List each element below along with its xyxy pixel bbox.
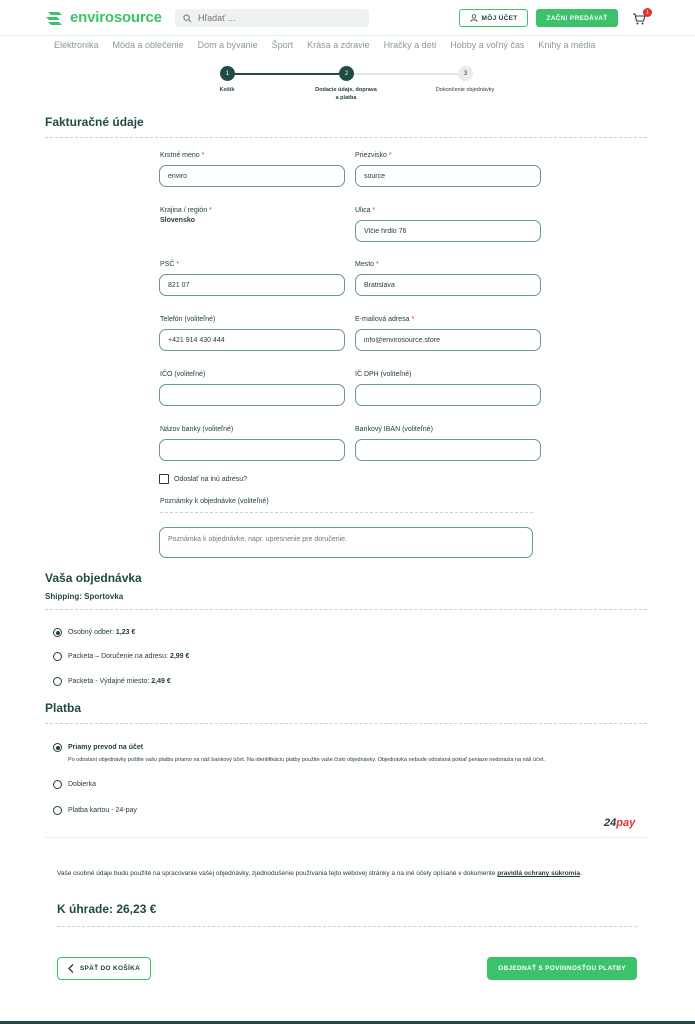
nav-item-home[interactable]: Dom a bývanie (197, 40, 258, 50)
my-account-label: MÔJ ÚČET (481, 14, 518, 22)
shipping-option-packeta-address: Packeta – Doručenie na adresu: 2,99 € (68, 653, 190, 660)
nav-item-sport[interactable]: Šport (271, 40, 294, 50)
payment-bottom-divider (45, 837, 647, 838)
shipping-option-packeta-point: Packeta - Výdajné miesto: 2,49 € (68, 678, 171, 685)
notes-divider (160, 512, 533, 513)
billing-divider (45, 137, 647, 138)
shipping-radio-personal-pickup[interactable] (53, 628, 62, 637)
iban-label: Bankový IBAN (voliteľné) (355, 426, 433, 433)
nav-item-books[interactable]: Knihy a média (538, 40, 596, 50)
shipping-radio-packeta-address[interactable] (53, 652, 62, 661)
nav-item-electronics[interactable]: Elektronika (54, 40, 99, 50)
payment-radio-card[interactable] (53, 806, 62, 815)
back-to-cart-button[interactable] (57, 957, 151, 980)
order-notes-label: Poznámky k objednávke (voliteľné) (160, 498, 269, 505)
step-3-dot: 3 (458, 66, 473, 81)
step-1-label: Košík (219, 87, 235, 93)
search-input[interactable] (198, 13, 358, 23)
step-2-label: Dodacie údaje, doprava a platba (315, 87, 377, 101)
iban-input[interactable] (355, 439, 541, 461)
ship-other-address-checkbox[interactable] (159, 474, 169, 484)
ico-input[interactable] (159, 384, 345, 406)
payment-option-card: Platba kartou - 24-pay (68, 807, 137, 814)
total-divider (57, 926, 637, 927)
shipping-option-personal-pickup: Osobný odber: 1,23 € (68, 629, 136, 636)
cart-count-badge: 1 (643, 8, 652, 17)
street-input[interactable] (355, 220, 541, 242)
nav-item-fashion[interactable]: Móda a oblečenie (112, 40, 184, 50)
back-to-cart-label: SPÄŤ DO KOŠÍKA (79, 965, 141, 972)
country-value: Slovensko (160, 217, 196, 224)
shipping-radio-packeta-point[interactable] (53, 677, 62, 686)
cart-button[interactable] (632, 9, 650, 27)
step-2-dot: 2 (339, 66, 354, 81)
city-label: Mesto * (355, 261, 379, 268)
payment-title: Platba (45, 701, 82, 715)
nav-item-beauty[interactable]: Krása a zdravie (307, 40, 370, 50)
payment-divider (45, 723, 647, 724)
privacy-policy-link[interactable]: pravidlá ochrany súkromia (497, 870, 580, 877)
category-nav (54, 40, 595, 50)
first-name-label: Krstné meno * (160, 152, 205, 159)
zip-input[interactable] (159, 274, 345, 296)
24pay-logo: 24pay (604, 817, 636, 829)
my-account-button[interactable] (459, 9, 528, 27)
place-order-button[interactable] (487, 957, 637, 980)
bank-name-label: Názov banky (voliteľné) (160, 426, 234, 433)
start-selling-label: ZAČNI PREDÁVAŤ (546, 14, 608, 22)
city-input[interactable] (355, 274, 541, 296)
icdph-input[interactable] (355, 384, 541, 406)
street-label: Ulica * (355, 207, 376, 214)
step-1-dot: 1 (220, 66, 235, 81)
payment-option-bank-transfer: Priamy prevod na účet (68, 744, 144, 751)
payment-radio-bank-transfer[interactable] (53, 743, 62, 752)
step-3-label: Dokončenie objednávky (435, 87, 495, 93)
order-total: K úhrade: 26,23 € (57, 902, 157, 916)
place-order-label: OBJEDNAŤ S POVINNOSŤOU PLATBY (498, 965, 626, 972)
search-icon (183, 14, 192, 23)
logo-icon (45, 10, 65, 26)
first-name-input[interactable] (159, 165, 345, 187)
stepper-line-done (235, 73, 339, 75)
bank-name-input[interactable] (159, 439, 345, 461)
site-header (0, 0, 695, 36)
ship-other-address-label: Odoslať na inú adresu? (174, 476, 248, 483)
country-label: Krajina / región * (160, 207, 212, 214)
search-bar[interactable] (175, 9, 369, 27)
checkout-stepper (0, 66, 695, 106)
phone-label: Telefón (voliteľné) (160, 316, 216, 323)
nav-item-toys[interactable]: Hračky a deti (383, 40, 437, 50)
ico-label: IČO (voliteľné) (160, 371, 206, 378)
shipping-method-label: Shipping: Sportovka (45, 592, 124, 601)
user-icon (470, 14, 478, 22)
email-input[interactable] (355, 329, 541, 351)
payment-radio-cash-on-delivery[interactable] (53, 780, 62, 789)
logo[interactable] (45, 9, 162, 26)
billing-title: Fakturačné údaje (45, 115, 144, 129)
order-divider (45, 609, 647, 610)
last-name-input[interactable] (355, 165, 541, 187)
zip-label: PSČ * (160, 261, 180, 268)
order-title: Vaša objednávka (45, 571, 142, 585)
privacy-notice: Vaše osobné údaje budú použité na spracovanie vašej objednávky, zjednodušenie používania tejto webovej stránky a na iné účely opísané v dokumente pravidlá ochrany súkromia. (57, 870, 582, 877)
chevron-left-icon (68, 964, 74, 973)
email-label: E-mailová adresa * (355, 316, 415, 323)
payment-option-cash-on-delivery: Dobierka (68, 781, 97, 788)
stepper-line-pending (353, 73, 458, 75)
start-selling-button[interactable] (536, 9, 618, 27)
nav-item-hobby[interactable]: Hobby a voľný čas (450, 40, 525, 50)
icdph-label: IČ DPH (voliteľné) (355, 371, 412, 378)
bank-transfer-description: Po odoslaní objednávky pošlite vašu platbu priamo na náš bankový účet. Na identifikáciu platby použite vaše číslo objednávky. Objednávka nebude odoslaná pokiaľ peniaze nedorazia na náš účet. (68, 757, 545, 763)
logo-text: envirosource (70, 9, 162, 26)
order-notes-textarea[interactable] (159, 527, 533, 558)
phone-input[interactable] (159, 329, 345, 351)
last-name-label: Priezvisko * (355, 152, 392, 159)
